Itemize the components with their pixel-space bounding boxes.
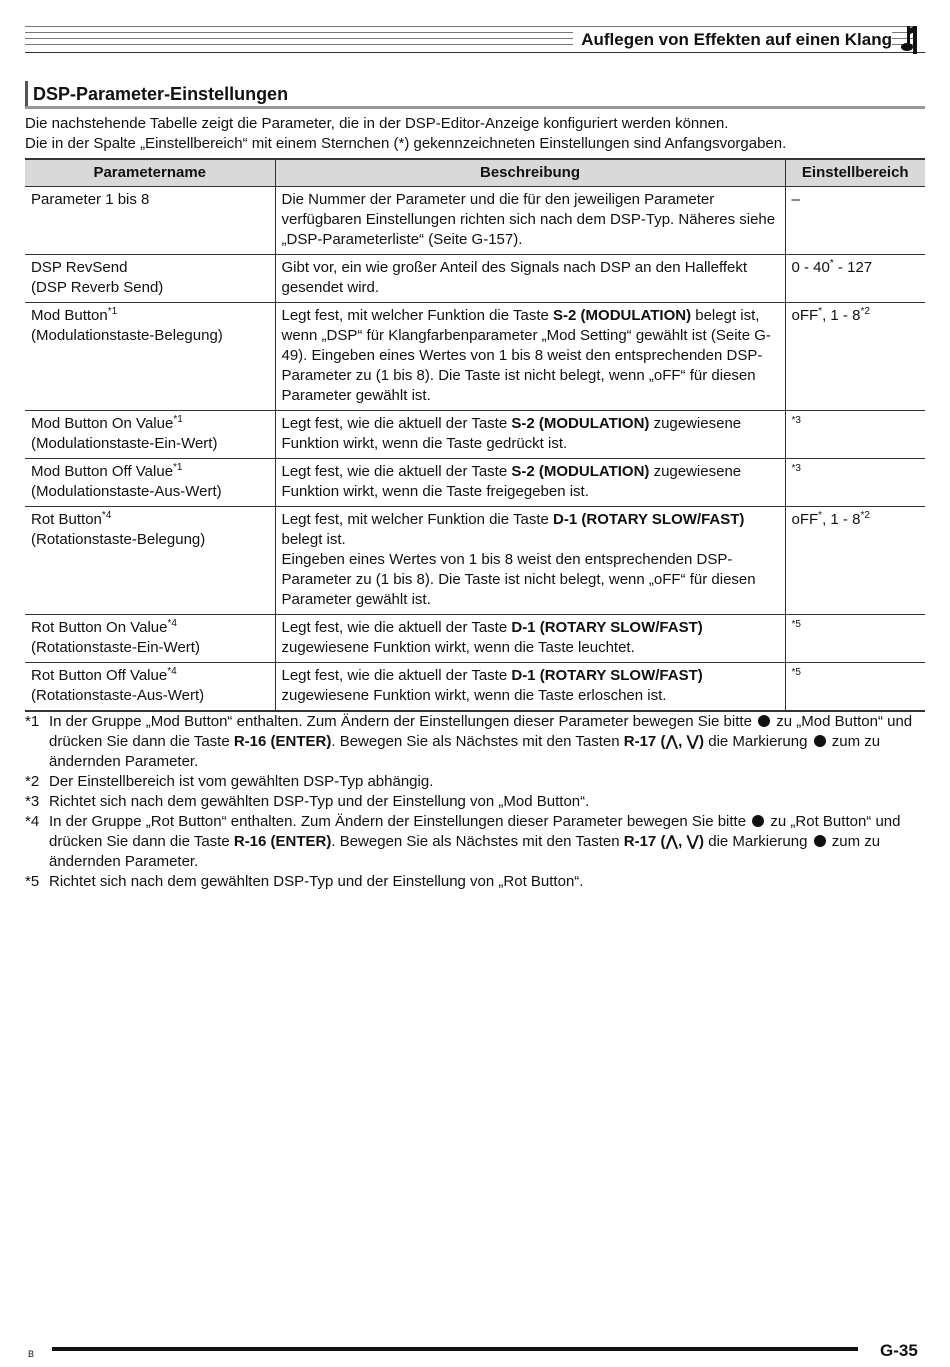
range-rest: - 127 xyxy=(833,259,873,276)
description-cell xyxy=(275,663,785,712)
parameter-name: Parameter 1 bis 8 xyxy=(31,191,150,208)
parameter-name: Mod Button On Value xyxy=(31,415,174,432)
table-row xyxy=(25,459,925,507)
footnote-text-part: In der Gruppe „Rot Button“ enthalten. Zum Ändern der Einstellungen dieser Parameter bewegen Sie bitte xyxy=(49,813,751,830)
footnote-2 xyxy=(25,772,925,792)
footnote-ref: *1 xyxy=(173,462,183,473)
footnote-mark: *5 xyxy=(25,873,40,890)
table-row xyxy=(25,411,925,459)
footnote-mark: *4 xyxy=(25,813,40,830)
default-marker: * xyxy=(818,306,823,317)
header-rule xyxy=(25,52,925,53)
description: Die Nummer der Parameter und die für den jeweiligen Parameter verfügbaren Einstellungen richten sich nach dem DSP-Typ. Näheres siehe „DSP-Parameterliste“ (Seite G-157). xyxy=(281,191,776,248)
table-header-row xyxy=(25,159,925,187)
description-cell xyxy=(275,411,785,459)
description-text: zugewiesene Funktion wirkt, wenn die Taste erloschen ist. xyxy=(281,687,667,704)
footnote-5 xyxy=(25,872,925,892)
range: 0 - 40 xyxy=(791,259,830,276)
footnote-4 xyxy=(25,812,925,872)
table-row xyxy=(25,507,925,615)
range-cell xyxy=(785,303,925,411)
button-name: R-17 (⋀, ⋁) xyxy=(623,733,705,750)
range-cell xyxy=(785,255,925,303)
button-name: R-16 (ENTER) xyxy=(233,733,332,750)
range-cell xyxy=(785,663,925,712)
cursor-dot-icon xyxy=(758,715,770,727)
parameter-name-cell xyxy=(25,303,275,411)
description-cell xyxy=(275,187,785,255)
footnote-ref: *2 xyxy=(860,510,870,521)
cursor-dot-icon xyxy=(814,835,826,847)
parameter-name: Mod Button xyxy=(31,307,108,324)
parameter-name: Rot Button xyxy=(31,511,102,528)
footnote-text-part: zum zu ändernden Parameter. xyxy=(49,733,881,770)
footnote-text-part: die Markierung xyxy=(704,733,812,750)
footer-mark: B xyxy=(28,1349,35,1359)
description-cell xyxy=(275,255,785,303)
parameter-name-cell xyxy=(25,411,275,459)
parameter-name-german: (Modulationstaste-Ein-Wert) xyxy=(31,435,218,452)
parameter-name-cell xyxy=(25,187,275,255)
parameter-name: Rot Button On Value xyxy=(31,619,168,636)
footnotes xyxy=(25,712,925,892)
parameter-name-german: (Rotationstaste-Ein-Wert) xyxy=(31,639,200,656)
parameter-name-german: (Modulationstaste-Belegung) xyxy=(31,327,223,344)
range: oFF xyxy=(791,511,819,528)
footnote-ref: *3 xyxy=(791,415,801,426)
description-text: Legt fest, mit welcher Funktion die Taste xyxy=(281,511,554,528)
description-text: Legt fest, wie die aktuell der Taste xyxy=(281,463,512,480)
button-name: R-17 (⋀, ⋁) xyxy=(623,833,705,850)
footnote-ref: *5 xyxy=(791,619,801,630)
footnote-3 xyxy=(25,792,925,812)
description-text: zugewiesene Funktion wirkt, wenn die Taste freigegeben ist. xyxy=(281,463,742,500)
column-header: Einstellbereich xyxy=(785,159,925,187)
parameter-name-cell xyxy=(25,507,275,615)
footnote-text: Richtet sich nach dem gewählten DSP-Typ und der Einstellung von „Mod Button“. xyxy=(49,793,590,810)
description-text: zugewiesene Funktion wirkt, wenn die Taste gedrückt ist. xyxy=(281,415,742,452)
parameter-name-german: (Rotationstaste-Aus-Wert) xyxy=(31,687,205,704)
table-row xyxy=(25,615,925,663)
parameter-name-german: (DSP Reverb Send) xyxy=(31,279,164,296)
footnote-text xyxy=(49,812,925,872)
music-note-icon xyxy=(896,26,922,54)
description-cell xyxy=(275,507,785,615)
parameter-name-cell xyxy=(25,663,275,712)
footnote-text-part: zu „Mod Button“ und drücken Sie dann die Taste xyxy=(49,713,913,750)
range-cell xyxy=(785,615,925,663)
description-text: belegt ist. xyxy=(281,531,346,548)
intro-text xyxy=(25,114,925,154)
footnote-text-part: . Bewegen Sie als Nächstes mit den Tasten xyxy=(331,733,624,750)
footnote-ref: *2 xyxy=(860,306,870,317)
footnote-ref: *1 xyxy=(173,414,183,425)
description: Gibt vor, ein wie großer Anteil des Signals nach DSP an den Halleffekt gesendet wird. xyxy=(281,259,748,296)
default-marker: * xyxy=(818,510,823,521)
table-row xyxy=(25,303,925,411)
description-cell xyxy=(275,459,785,507)
range: – xyxy=(791,191,800,208)
description-text: Legt fest, mit welcher Funktion die Taste xyxy=(281,307,554,324)
page-number: G-35 xyxy=(880,1341,918,1360)
footnote-ref: *5 xyxy=(791,667,801,678)
parameter-name: Mod Button Off Value xyxy=(31,463,174,480)
footnote-text xyxy=(49,712,925,772)
footnote-text-part: zum zu ändernden Parameter. xyxy=(49,833,881,870)
description-cell xyxy=(275,615,785,663)
range-cell xyxy=(785,459,925,507)
footnote-ref: *4 xyxy=(167,666,177,677)
dsp-parameter-table xyxy=(25,158,925,712)
footnote-ref: *3 xyxy=(791,463,801,474)
footnote-ref: *1 xyxy=(107,306,118,317)
footnote-text: Der Einstellbereich ist vom gewählten DSP-Typ abhängig. xyxy=(49,773,434,790)
button-name: S-2 (MODULATION) xyxy=(553,307,692,324)
range-rest: , 1 - 8 xyxy=(822,511,861,528)
button-name: D-1 (ROTARY SLOW/FAST) xyxy=(553,511,745,528)
footnote-ref: *4 xyxy=(101,510,112,521)
parameter-name-german: (Modulationstaste-Aus-Wert) xyxy=(31,483,222,500)
column-header: Parametername xyxy=(25,159,275,187)
description-text: Legt fest, wie die aktuell der Taste xyxy=(281,415,512,432)
footnote-text-part: In der Gruppe „Mod Button“ enthalten. Zum Ändern der Einstellungen dieser Parameter bewegen Sie bitte xyxy=(49,713,757,730)
description-text: Eingeben eines Wertes von 1 bis 8 weist den entsprechenden DSP-Parameter zu (1 bis 8). Die Taste ist nicht belegt, wenn „oFF“ für diesen Parameter gewählt ist. xyxy=(281,551,756,608)
button-name: D-1 (ROTARY SLOW/FAST) xyxy=(511,667,703,684)
description-cell xyxy=(275,303,785,411)
button-name: S-2 (MODULATION) xyxy=(511,415,650,432)
range: oFF xyxy=(791,307,819,324)
section-title: DSP-Parameter-Einstellungen xyxy=(33,84,289,104)
parameter-name-german: (Rotationstaste-Belegung) xyxy=(31,531,206,548)
footnote-mark: *3 xyxy=(25,793,40,810)
range-cell xyxy=(785,411,925,459)
footer-rule xyxy=(52,1347,858,1351)
table-row xyxy=(25,255,925,303)
description-text: Legt fest, wie die aktuell der Taste xyxy=(281,667,512,684)
intro-line-2: Die in der Spalte „Einstellbereich“ mit einem Sternchen (*) gekennzeichneten Einstellungen sind Anfangsvorgaben. xyxy=(25,135,787,152)
footnote-text-part: die Markierung xyxy=(704,833,812,850)
button-name: S-2 (MODULATION) xyxy=(511,463,650,480)
footnote-ref: *4 xyxy=(167,618,177,629)
button-name: R-16 (ENTER) xyxy=(233,833,332,850)
table-row xyxy=(25,663,925,712)
footnote-1 xyxy=(25,712,925,772)
cursor-dot-icon xyxy=(814,735,826,747)
cursor-dot-icon xyxy=(752,815,764,827)
footnote-text: Richtet sich nach dem gewählten DSP-Typ und der Einstellung von „Rot Button“. xyxy=(49,873,584,890)
parameter-name-cell xyxy=(25,615,275,663)
range-cell xyxy=(785,187,925,255)
parameter-name-cell xyxy=(25,459,275,507)
description-text: Legt fest, wie die aktuell der Taste xyxy=(281,619,512,636)
footnote-mark: *1 xyxy=(25,713,40,730)
section-heading xyxy=(25,81,925,109)
intro-line-1: Die nachstehende Tabelle zeigt die Parameter, die in der DSP-Editor-Anzeige konfiguriert werden können. xyxy=(25,115,729,132)
description-text: zugewiesene Funktion wirkt, wenn die Taste leuchtet. xyxy=(281,639,635,656)
footnote-mark: *2 xyxy=(25,773,40,790)
parameter-name-cell xyxy=(25,255,275,303)
button-name: D-1 (ROTARY SLOW/FAST) xyxy=(511,619,703,636)
parameter-name: DSP RevSend xyxy=(31,259,128,276)
footnote-text-part: . Bewegen Sie als Nächstes mit den Tasten xyxy=(331,833,624,850)
parameter-name: Rot Button Off Value xyxy=(31,667,168,684)
column-header: Beschreibung xyxy=(275,159,785,187)
default-marker: * xyxy=(829,258,834,269)
range-rest: , 1 - 8 xyxy=(822,307,861,324)
table-row xyxy=(25,187,925,255)
description-text: belegt ist, wenn „DSP“ für Klangfarbenparameter „Mod Setting“ gewählt ist (Seite G-49). Eingeben eines Wertes von 1 bis 8 weist den entsprechenden DSP-Parameter zu (1 bis 8). Die Taste ist nicht belegt, wenn „oFF“ für diesen Parameter gewählt ist. xyxy=(281,307,771,404)
range-cell xyxy=(785,507,925,615)
header-title: Auflegen von Effekten auf einen Klang xyxy=(573,29,892,51)
footnote-text-part: zu „Rot Button“ und drücken Sie dann die Taste xyxy=(49,813,901,850)
